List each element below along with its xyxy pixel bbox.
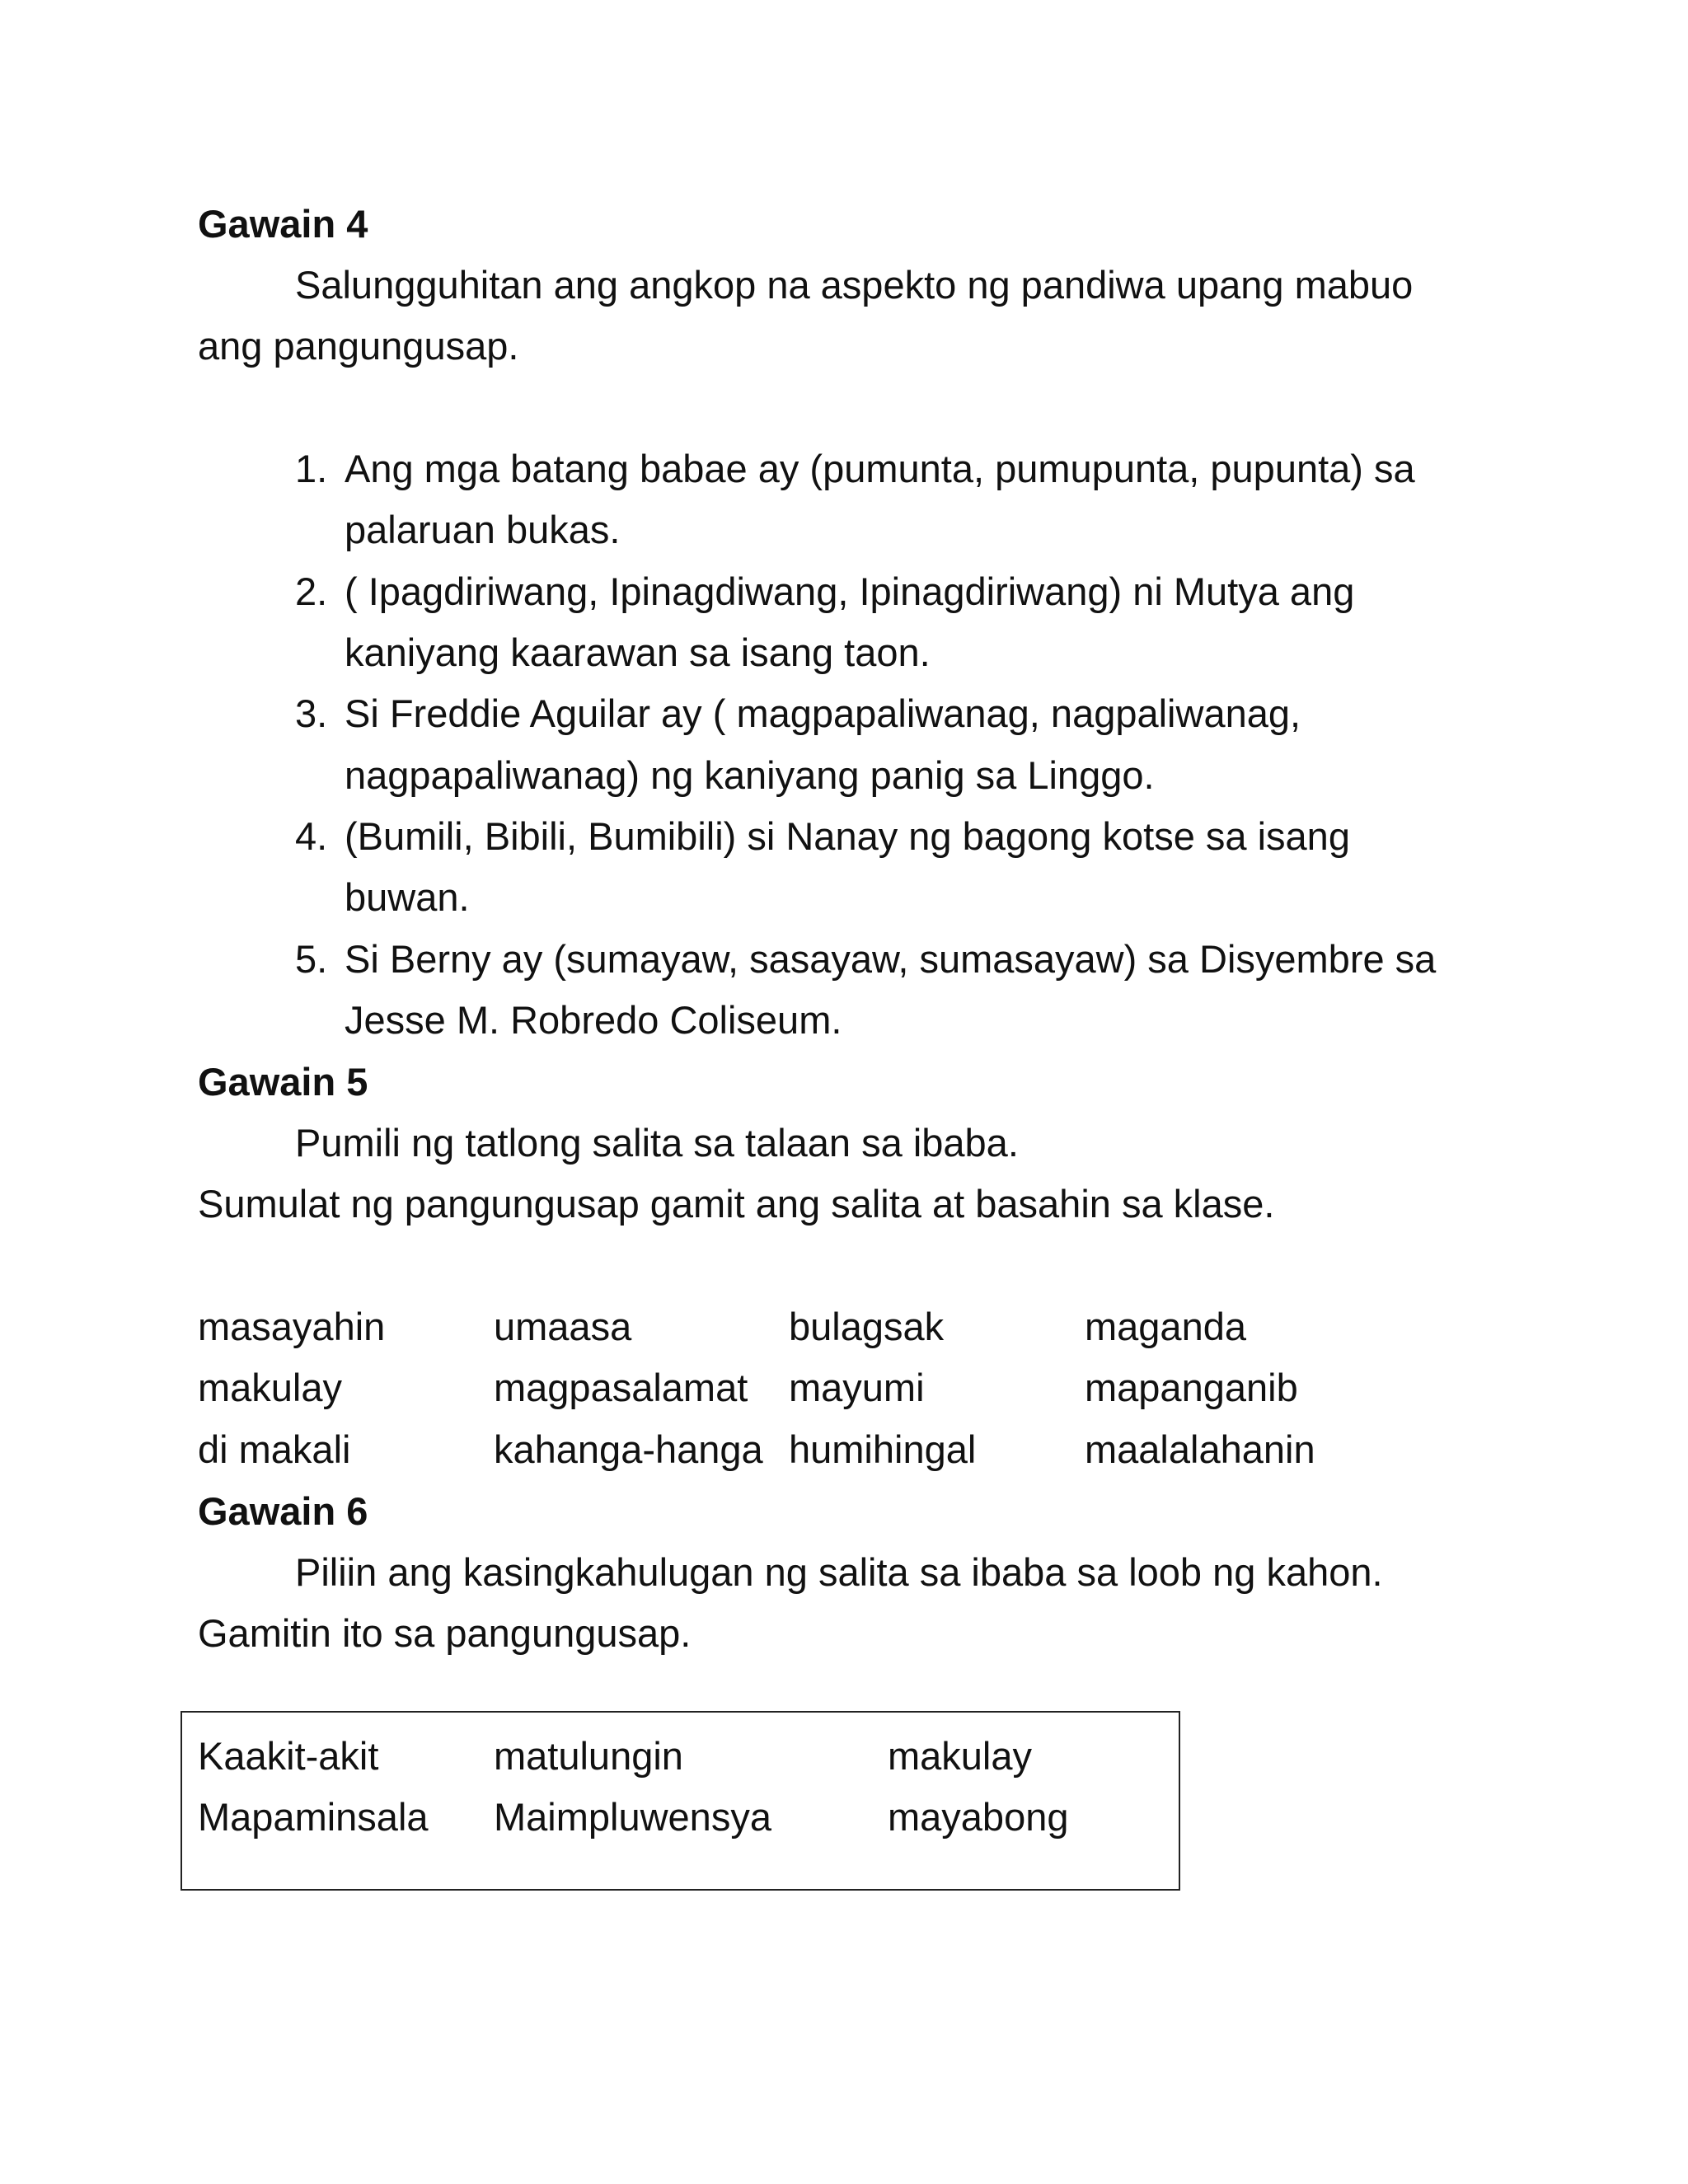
box-word: makulay: [888, 1734, 1033, 1778]
gawain-4-instruction-line-2: ang pangungusap.: [198, 324, 519, 368]
box-word: Kaakit-akit: [198, 1734, 379, 1778]
word-cell: makulay: [198, 1366, 343, 1409]
word-cell: di makali: [198, 1427, 351, 1471]
gawain-6-instruction-line-2: Gamitin ito sa pangungusap.: [198, 1611, 692, 1655]
gawain-4-instruction-line-1: Salungguhitan ang angkop na aspekto ng pandiwa upang mabuo: [295, 263, 1414, 307]
word-cell: kahanga-hanga: [494, 1427, 763, 1471]
word-cell: mayumi: [789, 1366, 925, 1409]
item-number: 3.: [295, 691, 328, 735]
word-cell: mapanganib: [1085, 1366, 1298, 1409]
gawain-5-heading: Gawain 5: [198, 1060, 368, 1104]
gawain-5-instruction-line-2: Sumulat ng pangungusap gamit ang salita at basahin sa klase.: [198, 1182, 1275, 1226]
word-cell: maganda: [1085, 1305, 1246, 1348]
item-text-line-1: (Bumili, Bibili, Bumibili) si Nanay ng bagong kotse sa isang: [345, 814, 1350, 858]
word-cell: masayahin: [198, 1305, 386, 1348]
item-text-line-2: palaruan bukas.: [345, 508, 621, 551]
box-word: matulungin: [494, 1734, 683, 1778]
item-text-line-1: Si Berny ay (sumayaw, sasayaw, sumasayaw) sa Disyembre sa: [345, 937, 1437, 981]
word-cell: humihingal: [789, 1427, 977, 1471]
item-text-line-2: buwan.: [345, 875, 470, 919]
box-word: Maimpluwensya: [494, 1795, 771, 1839]
item-text-line-1: Si Freddie Aguilar ay ( magpapaliwanag, nagpaliwanag,: [345, 691, 1301, 735]
gawain-5-instruction-line-1: Pumili ng tatlong salita sa talaan sa ibaba.: [295, 1121, 1019, 1165]
box-word: mayabong: [888, 1795, 1069, 1839]
word-cell: bulagsak: [789, 1305, 945, 1348]
item-text-line-1: ( Ipagdiriwang, Ipinagdiwang, Ipinagdiriwang) ni Mutya ang: [345, 569, 1355, 613]
item-number: 2.: [295, 569, 328, 613]
item-text-line-2: nagpapaliwanag) ng kaniyang panig sa Linggo.: [345, 753, 1155, 797]
gawain-6-instruction-line-1: Piliin ang kasingkahulugan ng salita sa ibaba sa loob ng kahon.: [295, 1550, 1383, 1594]
box-word: Mapaminsala: [198, 1795, 429, 1839]
item-text-line-2: Jesse M. Robredo Coliseum.: [345, 998, 842, 1042]
item-number: 4.: [295, 814, 328, 858]
item-text-line-2: kaniyang kaarawan sa isang taon.: [345, 630, 931, 674]
word-cell: maalalahanin: [1085, 1427, 1315, 1471]
item-number: 1.: [295, 447, 328, 490]
word-cell: umaasa: [494, 1305, 632, 1348]
gawain-4-heading: Gawain 4: [198, 202, 368, 246]
gawain-6-heading: Gawain 6: [198, 1489, 368, 1533]
word-cell: magpasalamat: [494, 1366, 748, 1409]
item-number: 5.: [295, 937, 328, 981]
item-text-line-1: Ang mga batang babae ay (pumunta, pumupunta, pupunta) sa: [345, 447, 1415, 490]
